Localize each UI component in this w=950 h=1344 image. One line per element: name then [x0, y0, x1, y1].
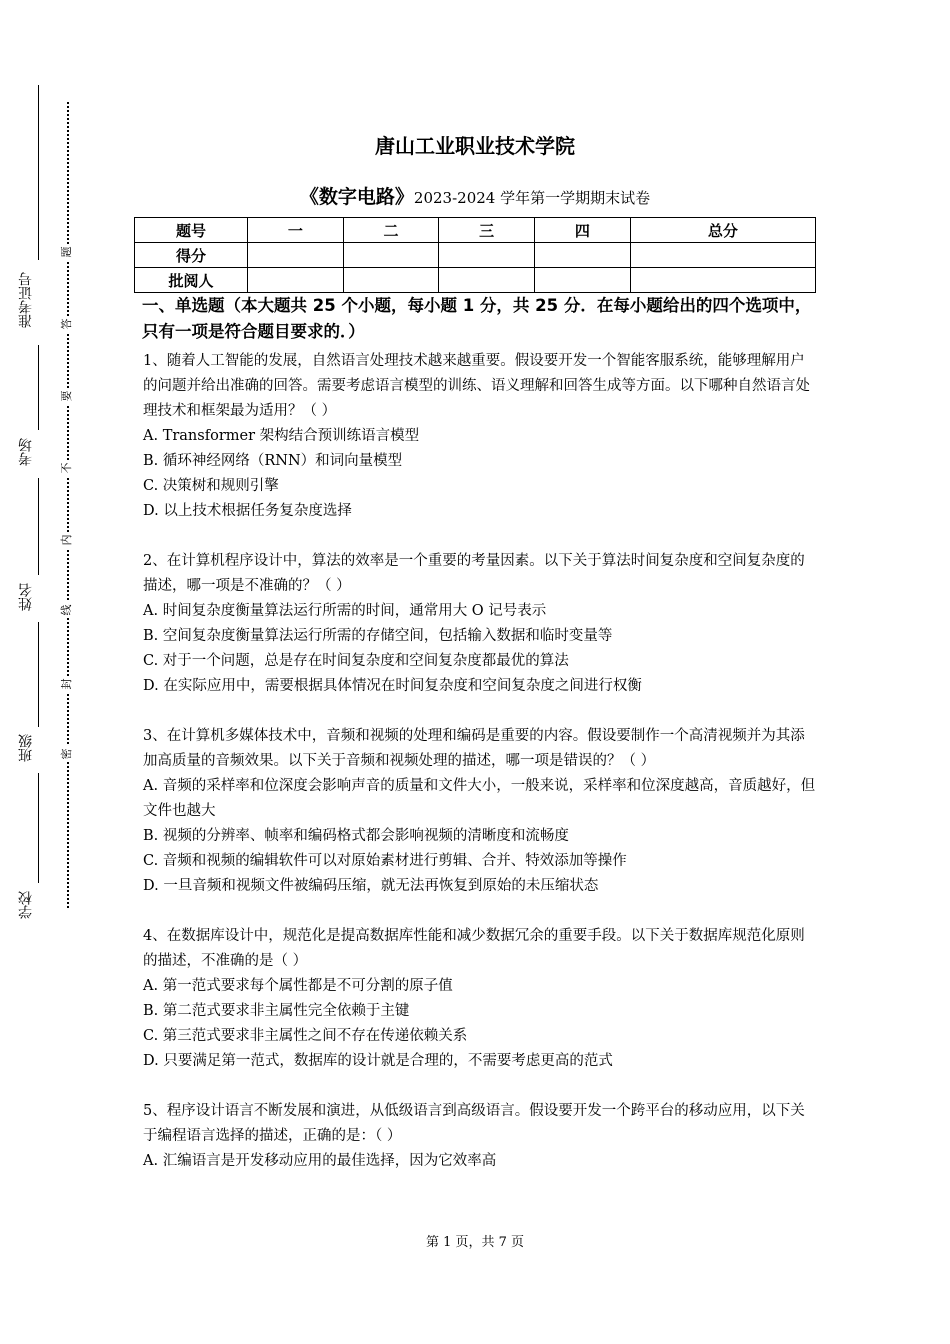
school-label: 学校 [18, 891, 34, 919]
grader-cell [439, 268, 535, 293]
question [143, 549, 816, 699]
exam-title [0, 182, 950, 209]
option-a: A. Transformer 架构结合预训练语言模型 [143, 428, 420, 444]
grader-cell [248, 268, 344, 293]
seal-char: 要 [59, 388, 75, 404]
seal-char: 封 [59, 676, 75, 692]
option-a: A. 第一范式要求每个属性都是不可分割的原子值 [143, 978, 453, 994]
column-header: 三 [439, 218, 535, 243]
row-header: 得分 [135, 243, 248, 268]
question [143, 924, 816, 1074]
score-cell [535, 243, 631, 268]
question-stem: 4、在数据库设计中，规范化是提高数据库性能和减少数据冗余的重要手段。以下关于数据库规范化原则的描述，不准确的是（ ） [143, 928, 805, 969]
seal-char: 密 [59, 746, 75, 762]
option-c: C. 决策树和规则引擎 [143, 478, 279, 494]
option-d: D. 在实际应用中，需要根据具体情况在时间复杂度和空间复杂度之间进行权衡 [143, 678, 642, 694]
seal-char: 不 [59, 460, 75, 476]
question-stem: 1、随着人工智能的发展，自然语言处理技术越来越重要。假设要开发一个智能客服系统，能够理解用户的问题并给出准确的回答。需要考虑语言模型的训练、语义理解和回答生成等方面。以下哪种自然语言处理技术和框架最为适用？（ ） [143, 353, 810, 419]
option-a: A. 汇编语言是开发移动应用的最佳选择，因为它效率高 [143, 1153, 497, 1169]
question-stem: 2、在计算机程序设计中，算法的效率是一个重要的考量因素。以下关于算法时间复杂度和空间复杂度的描述，哪一项是不准确的？（ ） [143, 553, 805, 594]
score-cell [630, 243, 815, 268]
option-a: A. 音频的采样率和位深度会影响声音的质量和文件大小，一般来说，采样率和位深度越高，音质越好，但文件也越大 [143, 778, 816, 819]
table-row [135, 268, 816, 293]
option-b: B. 视频的分辨率、帧率和编码格式都会影响视频的清晰度和流畅度 [143, 828, 569, 844]
score-cell [343, 243, 439, 268]
score-cell [248, 243, 344, 268]
question [143, 349, 816, 524]
binding-line [38, 773, 39, 883]
option-c: C. 第三范式要求非主属性之间不存在传递依赖关系 [143, 1028, 468, 1044]
question [143, 1099, 816, 1174]
seal-char: 题 [59, 244, 75, 260]
grader-cell [343, 268, 439, 293]
seal-char: 线 [59, 602, 75, 618]
column-header: 总分 [630, 218, 815, 243]
table-row [135, 243, 816, 268]
school-name: 唐山工业职业技术学院 [375, 134, 575, 158]
option-c: C. 对于一个问题，总是存在时间复杂度和空间复杂度都最优的算法 [143, 653, 569, 669]
column-header: 二 [343, 218, 439, 243]
score-table [134, 217, 816, 293]
question-stem: 5、程序设计语言不断发展和演进，从低级语言到高级语言。假设要开发一个跨平台的移动应用，以下关于编程语言选择的描述，正确的是：（ ） [143, 1103, 805, 1144]
question-stem: 3、在计算机多媒体技术中，音频和视频的处理和编码是重要的内容。假设要制作一个高清视频并为其添加高质量的音频效果。以下关于音频和视频处理的描述，哪一项是错误的？（ ） [143, 728, 805, 769]
option-d: D. 以上技术根据任务复杂度选择 [143, 503, 352, 519]
row-header: 批阅人 [135, 268, 248, 293]
grader-cell [535, 268, 631, 293]
option-d: D. 只要满足第一范式，数据库的设计就是合理的，不需要考虑更高的范式 [143, 1053, 613, 1069]
seal-line [67, 102, 69, 908]
option-c: C. 音频和视频的编辑软件可以对原始素材进行剪辑、合并、特效添加等操作 [143, 853, 627, 869]
exam-number-label: 准考证号 [18, 272, 34, 328]
seal-char: 内 [59, 532, 75, 548]
binding-line [38, 622, 39, 727]
exam-room-label: 考场 [18, 438, 34, 466]
option-b: B. 第二范式要求非主属性完全依赖于主键 [143, 1003, 410, 1019]
binding-line [38, 478, 39, 575]
column-header: 四 [535, 218, 631, 243]
seal-char: 答 [59, 316, 75, 332]
binding-line [38, 85, 39, 260]
exam-name: 2023-2024 学年第一学期期末试卷 [413, 189, 651, 207]
binding-line [38, 345, 39, 430]
option-b: B. 循环神经网络（RNN）和词向量模型 [143, 453, 403, 469]
option-a: A. 时间复杂度衡量算法运行所需的时间，通常用大 O 记号表示 [143, 603, 547, 619]
option-b: B. 空间复杂度衡量算法运行所需的存储空间，包括输入数据和临时变量等 [143, 628, 613, 644]
column-header: 一 [248, 218, 344, 243]
section-title: 一、单选题（本大题共 25 个小题，每小题 1 分，共 25 分．在每小题给出的四个选项中，只有一项是符合题目要求的．） [142, 296, 812, 341]
option-d: D. 一旦音频和视频文件被编码压缩，就无法再恢复到原始的未压缩状态 [143, 878, 599, 894]
course-name: 《数字电路》 [299, 186, 414, 208]
question-content [143, 293, 816, 1199]
row-header: 题号 [135, 218, 248, 243]
question [143, 724, 816, 899]
name-label: 姓名 [18, 583, 34, 611]
grader-cell [630, 268, 815, 293]
class-label: 班级 [18, 734, 34, 762]
page-footer: 第 1 页，共 7 页 [425, 1235, 525, 1250]
score-cell [439, 243, 535, 268]
table-row [135, 218, 816, 243]
